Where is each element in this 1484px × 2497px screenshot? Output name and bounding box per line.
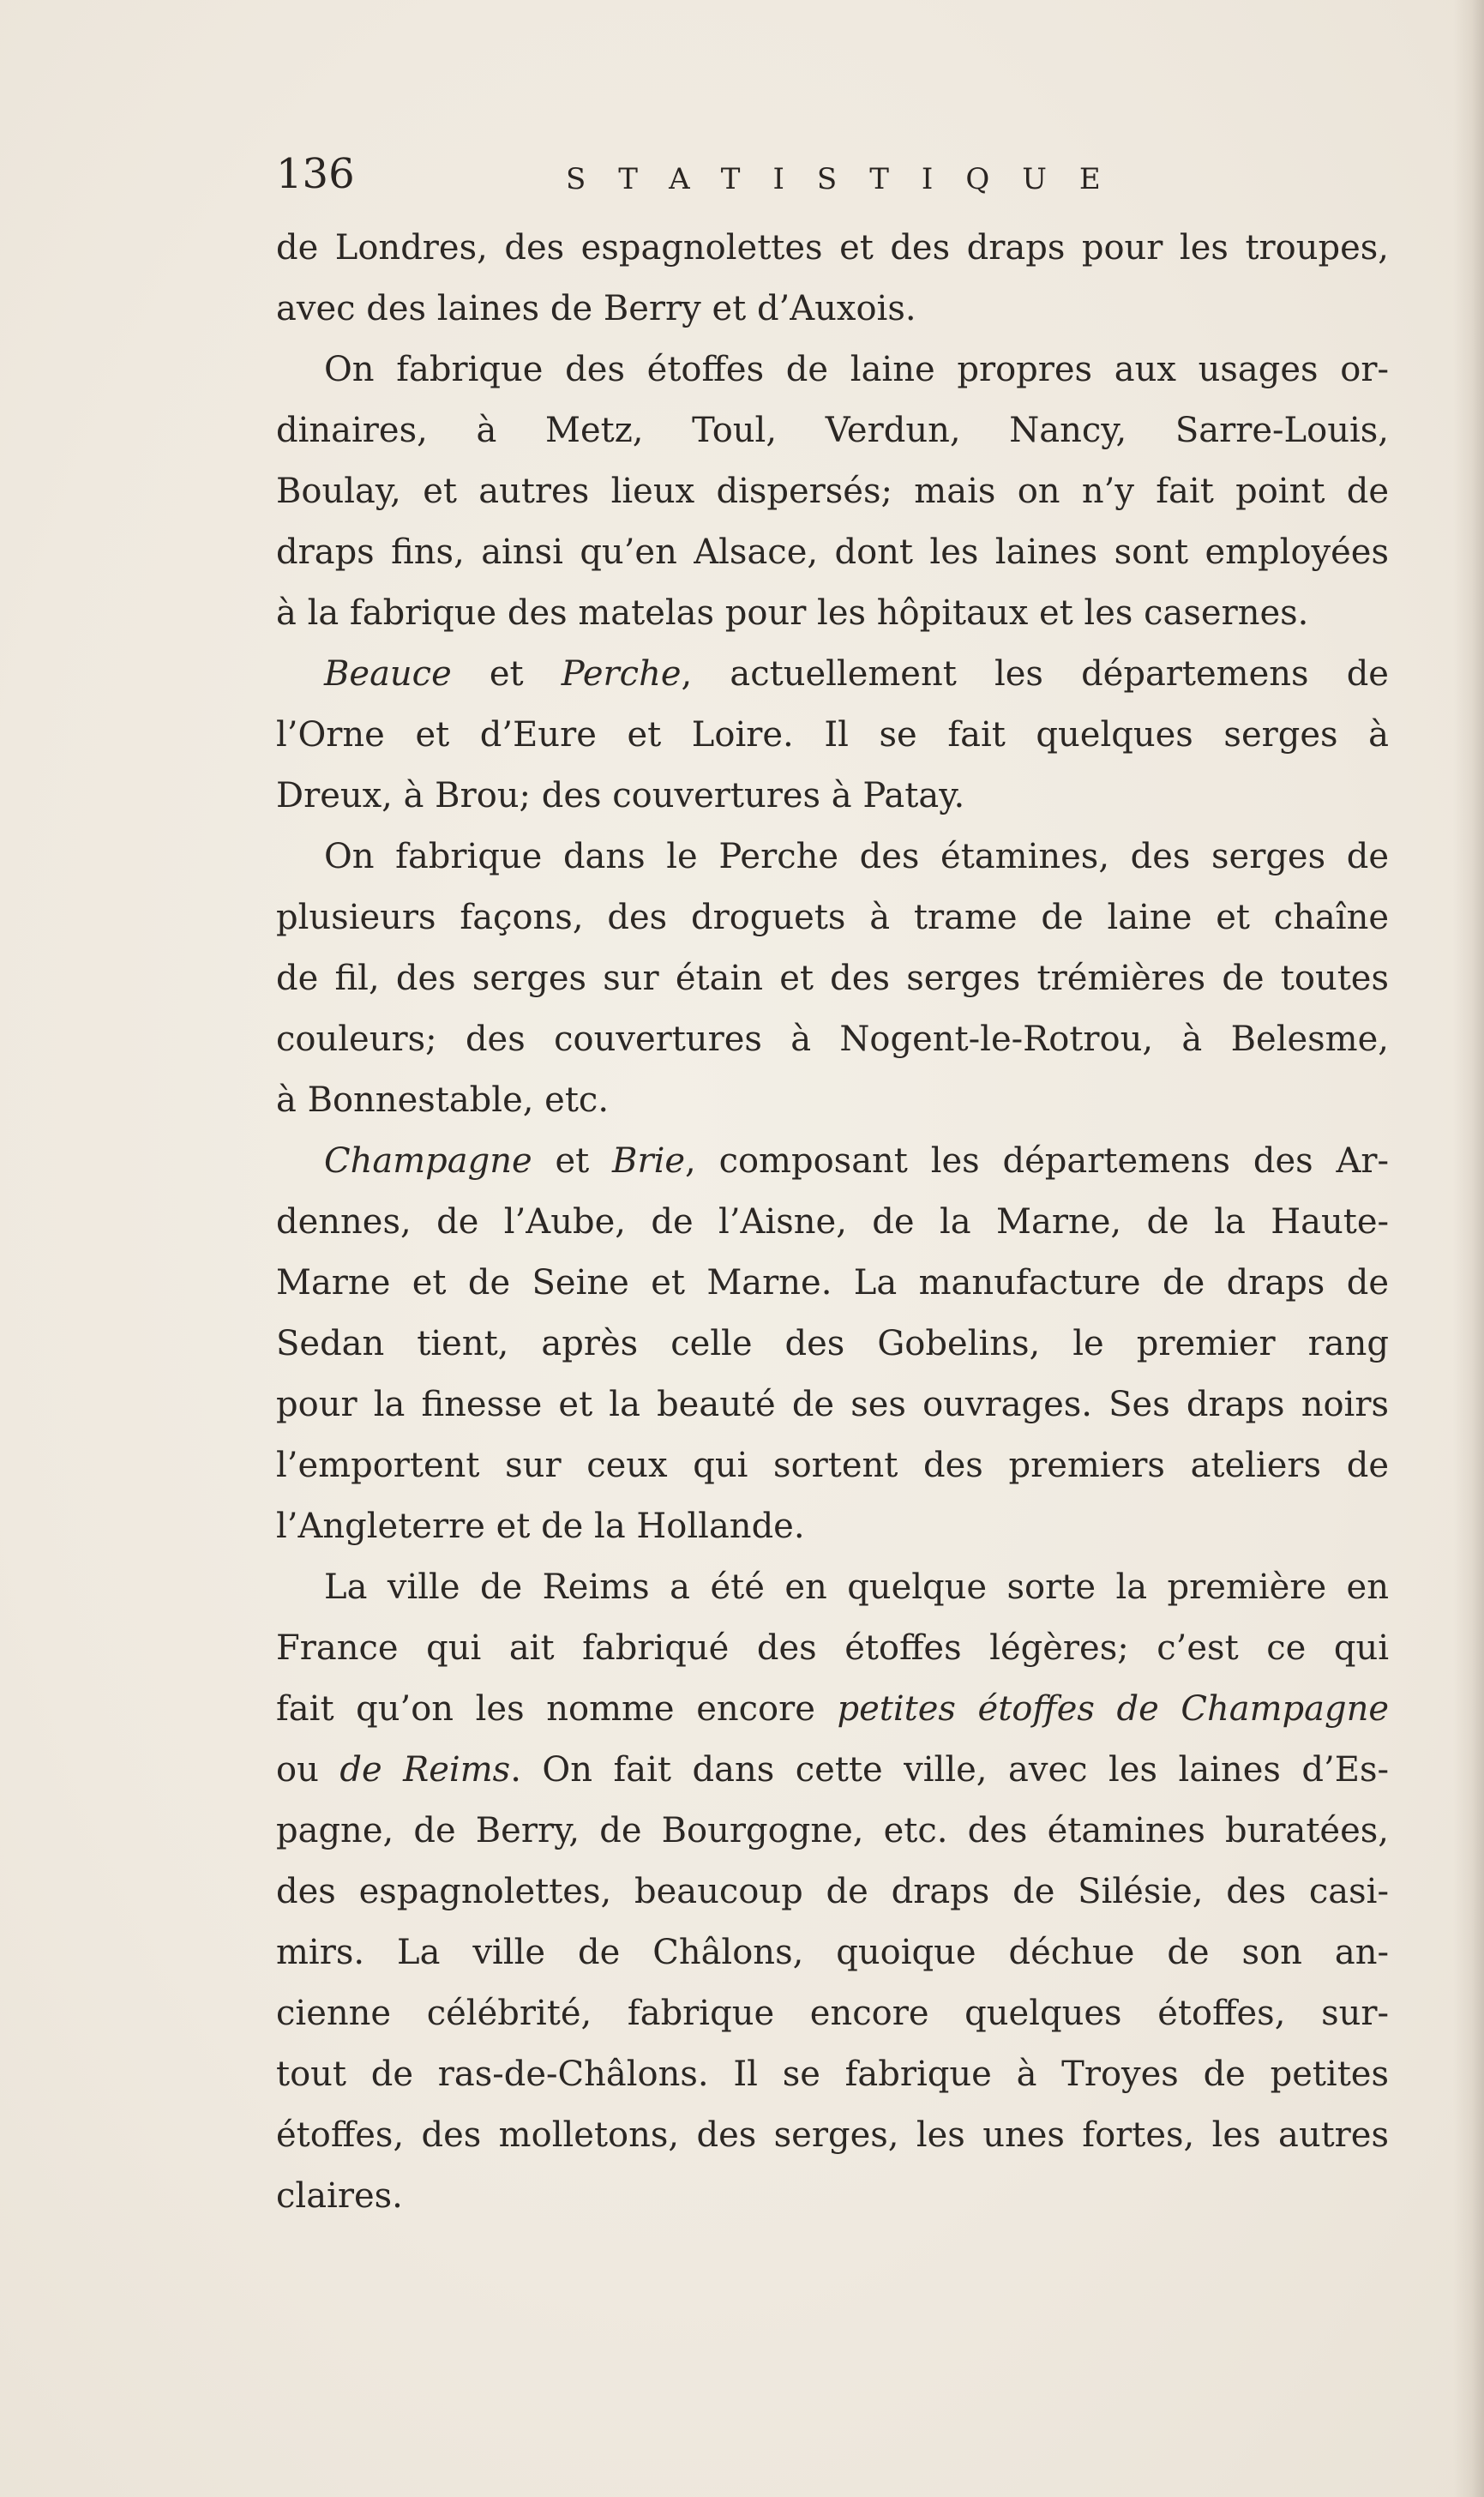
text-line: Beauce et Perche, actuellement les départemens de xyxy=(324,654,1389,694)
text-line: avec des laines de Berry et d’Auxois. xyxy=(276,289,916,328)
text-line: dennes, de l’Aube, de l’Aisne, de la Marne, de la Haute- xyxy=(276,1202,1389,1242)
text-line: des espagnolettes, beaucoup de draps de Silésie, des casi- xyxy=(276,1872,1389,1911)
running-title: STATISTIQUE xyxy=(566,162,1133,196)
text-line: à la fabrique des matelas pour les hôpitaux et les casernes. xyxy=(276,593,1309,633)
text-line: à Bonnestable, etc. xyxy=(276,1080,610,1120)
text-line: claires. xyxy=(276,2176,403,2216)
text-line: Sedan tient, après celle des Gobelins, le premier rang xyxy=(276,1324,1389,1363)
text-line: mirs. La ville de Châlons, quoique déchue de son an- xyxy=(276,1933,1389,1972)
text-line: l’Angleterre et de la Hollande. xyxy=(276,1507,805,1546)
page-edge-shadow xyxy=(1453,0,1484,2497)
page-header xyxy=(276,144,1391,204)
text-line: plusieurs façons, des droguets à trame de laine et chaîne xyxy=(276,898,1389,937)
text-line: pagne, de Berry, de Bourgogne, etc. des étamines buratées, xyxy=(276,1811,1389,1850)
text-line: On fabrique des étoffes de laine propres aux usages or- xyxy=(324,350,1389,389)
text-line: fait qu’on les nomme encore petites étoffes de Champagne xyxy=(276,1689,1390,1729)
text-line: de fil, des serges sur étain et des serges trémières de toutes xyxy=(276,959,1389,998)
text-line: pour la finesse et la beauté de ses ouvrages. Ses draps noirs xyxy=(276,1385,1389,1424)
text-line: draps fins, ainsi qu’en Alsace, dont les laines sont employées xyxy=(276,532,1389,572)
text-line: étoffes, des molletons, des serges, les unes fortes, les autres xyxy=(276,2115,1389,2155)
text-line: Champagne et Brie, composant les départemens des Ar- xyxy=(324,1141,1389,1181)
text-line: Boulay, et autres lieux dispersés; mais on n’y fait point de xyxy=(276,472,1389,511)
text-line: On fabrique dans le Perche des étamines, des serges de xyxy=(324,837,1389,876)
text-line: dinaires, à Metz, Toul, Verdun, Nancy, Sarre-Louis, xyxy=(276,411,1389,450)
body-text xyxy=(276,218,1389,2227)
text-line: l’Orne et d’Eure et Loire. Il se fait quelques serges à xyxy=(276,715,1389,755)
text-line: ou de Reims. On fait dans cette ville, avec les laines d’Es- xyxy=(276,1750,1389,1790)
text-line: La ville de Reims a été en quelque sorte la première en xyxy=(324,1567,1389,1607)
text-line: Marne et de Seine et Marne. La manufacture de draps de xyxy=(276,1263,1389,1303)
text-line: tout de ras-de-Châlons. Il se fabrique à Troyes de petites xyxy=(276,2055,1389,2094)
text-line: France qui ait fabriqué des étoffes légères; c’est ce qui xyxy=(276,1628,1389,1668)
text-line: couleurs; des couvertures à Nogent-le-Rotrou, à Belesme, xyxy=(276,1020,1389,1059)
text-line: Dreux, à Brou; des couvertures à Patay. xyxy=(276,776,965,815)
text-line: l’emportent sur ceux qui sortent des premiers ateliers de xyxy=(276,1446,1389,1485)
text-line: de Londres, des espagnolettes et des draps pour les troupes, xyxy=(276,228,1389,268)
page-number: 136 xyxy=(276,150,355,198)
text-line: cienne célébrité, fabrique encore quelques étoffes, sur- xyxy=(276,1994,1389,2033)
